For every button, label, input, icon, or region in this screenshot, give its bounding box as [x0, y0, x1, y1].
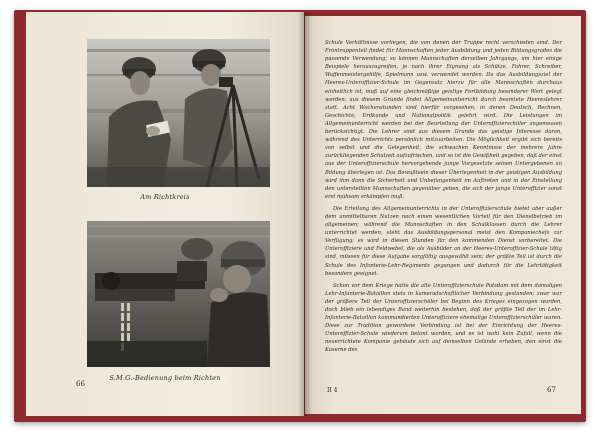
paragraph: Die Erteilung des Allgemeinunterrichts in der Unteroffizierschule bietet aber außer dem unmittelbaren Nutzen noch einen wesentlichen Vorteil für den Dienstbetrieb im allgemeinen; während die Mannschaften in den Schulklassen durch die Lehrer unterrichtet werden, steht das Ausbildungspersonal meist den Kompaniechefs zur Verfügung; es wird in diesen Stunden für den kommenden Dienst vorbereitet. Die Unteroffiziere und Feldwebel, die als Ausbilder an der Heeres-Unteroffizier-Schule tätig sind, müssen für diese Aufgabe sorgfältig ausgewählt sein; der größte Teil ist durch die Schule des Infanterie-Lehr-Regiments gegangen und dadurch für die Lehrtätigkeit besonders geeignet. [325, 205, 562, 277]
right-page [305, 16, 581, 414]
photo-soldiers-at-aiming-circle [87, 39, 270, 187]
left-page-number: 66 [76, 380, 85, 388]
paragraph: Schon vor dem Kriege hatte die alte Unteroffizierschule Potsdam mit dem damaligen Lehr-Infanterie-Bataillon stets in kameradschaftlicher Verbindung gestanden; zwar war der größere Teil der Unteroffizierschüler bei Beginn des Krieges eingezogen worden, doch blieb ein lebendiges Band weiterhin bestehen, daß der größte Teil der im Lehr-Infanterie-Bataillon kommandierten Unteroffiziere ehemalige Unteroffizierschüler waren. Diese zur Tradition gewordene Verbindung ist bei der Einrichtung der Heeres-Unteroffizier-Schule wiederum betont worden, und es ist wohl kein Zufall, wenn die neuerrichtete Kompanie gebäude sich auf demselben Gelände erheben, den einst die Kaserne des [325, 282, 562, 354]
left-page [26, 12, 304, 416]
photo2-caption: S.M.G.-Bedienung beim Richten [109, 374, 221, 382]
right-page-number: 67 [547, 386, 556, 394]
body-text [325, 39, 562, 359]
photo-machine-gun-crew [87, 221, 270, 367]
signature-mark: II 4 [327, 387, 338, 394]
paragraph: Schule Verhältnisse vorliegen, die von denen der Truppe recht verschieden sind. Der Frontruppenteil findet für Mannschaften jeder Ausbildung und jeden Bildungsgrades die passende Verwendung; so können Mannschaften derselben Jahrgangs, um hier einige Beispiele herauszugreifen, je nach ihrer Eignung als Schütze, Fahrer, Schreiber, Waffenmeistergehilfe, Spielmann usw. verwendet werden. Da das Ausbildungsziel der Heeres-Unteroffizier-Schule im Gegensatz hierzu für alle Mannschaften durchaus einheitlich ist, muß auf eine gleichmäßige geistige Fortbildung besonderer Wert gelegt werden; aus diesem Grunde findet Allgemeinunterricht durch beamtete Heereslehrer statt. Acht Wochenstunden sind hierfür vorgesehen, in denen Deutsch, Rechnen, Geschichte, Erdkunde und Nationalpolitik gelehrt wird. Die Leistungen im Allgemeinunterricht werden bei der Beurteilung der Unteroffizierschüler angemessen berücksichtigt. Die Lehrer sind aus diesem Grunde das geistige Interesse daran, während des Unterrichts persönlich mitzuarbeiten. Die Möglichkeit ergibt sich bereits von selbst und die Gelegenheit, die schwachen Kenntnisse der mehrere Jahre zurückliegenden Schulzeit aufzufrischen, und so ist die Gewißheit gegeben, daß der einst aus der Unteroffizierschule hervorgehende junge Vorgesetzte seinen Untergebenen an Bildung überlegen ist. Das Bewußtsein dieser Überlegenheit in der geistigen Ausbildung wird ihm dann die Sicherheit und Unbefangenheit im Auftreten und in der Einstellung den unterstellten Mannschaften gegenüber geben, die sich der junge Unteroffizier sonst erst mühsam erkämpfen muß. [325, 40, 562, 200]
book-spine [298, 12, 312, 416]
photo1-caption: Am Richtkreis [140, 193, 190, 201]
